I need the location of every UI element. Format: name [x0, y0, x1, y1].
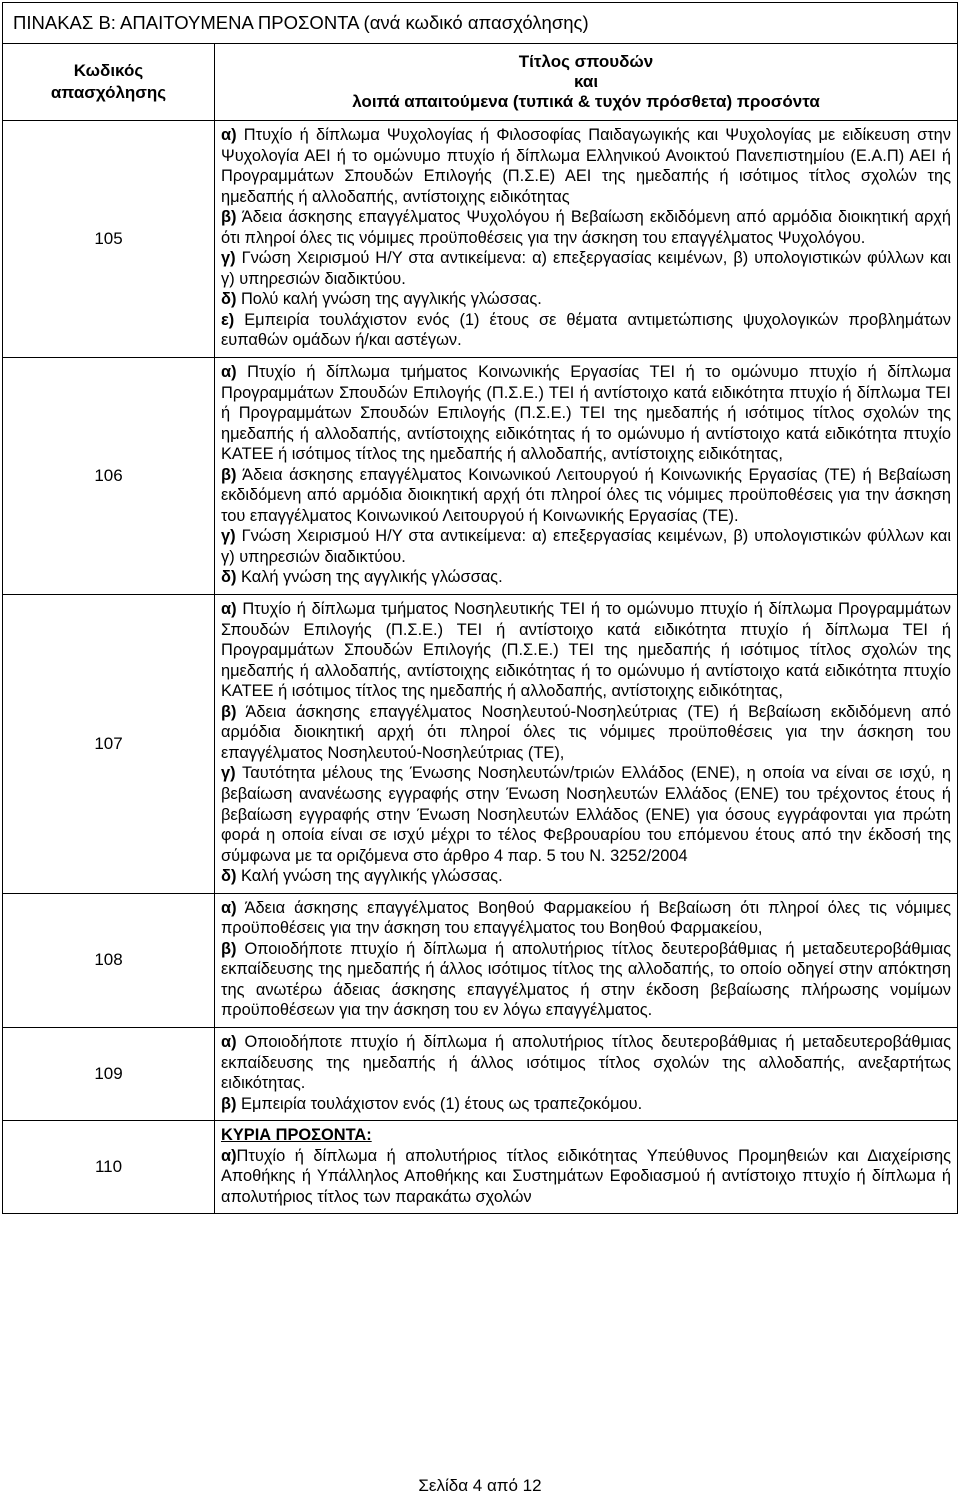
requirement-text: Άδεια άσκησης επαγγέλματος Κοινωνικού Λειτουργού ή Κοινωνικής Εργασίας (ΤΕ) ή Βεβαίωση εκδιδόμενη από αρμόδια διοικητική αρχή ότι πληροί όλες τις νόμιμες προϋποθέσεις για την άσκηση του επαγγέλματος Κοινωνικού Λειτουργού ή Κοινωνικής Εργασίας (ΤΕ). — [221, 465, 951, 525]
requirement-text: Πτυχίο ή δίπλωμα τμήματος Νοσηλευτικής ΤΕΙ ή το ομώνυμο πτυχίο ή δίπλωμα Προγραμμάτων Σπουδών Επιλογής (Π.Σ.Ε.) ΤΕΙ ή αντίστοιχο κατά ειδικότητα πτυχίο ή δίπλωμα ΤΕΙ ή Προγραμμάτων Σπουδών Επιλογής (Π.Σ.Ε.) ΤΕΙ της ημεδαπής ή ισότιμος τίτλος σχολών της ημεδαπής ή αλλοδαπής, αντίστοιχης ειδικότητας ή το ομώνυμο ή αντίστοιχο κατά ειδικότητα πτυχίο ΚΑΤΕΕ ή ισότιμος τίτλος της ημεδαπής ή αλλοδαπής, αντίστοιχης ειδικότητας, — [221, 600, 951, 701]
header-code-cell — [3, 44, 215, 121]
requirement-text: Καλή γνώση της αγγλικής γλώσσας. — [236, 867, 503, 886]
requirement-text: Άδεια άσκησης επαγγέλματος Βοηθού Φαρμακείου ή Βεβαίωση ότι πληροί όλες τις νόμιμες προϋποθέσεις για την άσκηση του επαγγέλματος του Βοηθού Φαρμακείου, — [221, 898, 951, 938]
requirement-item — [221, 939, 951, 1021]
job-code-cell: 110 — [3, 1121, 215, 1214]
requirement-label: α) — [221, 1032, 237, 1051]
table-row — [3, 1027, 958, 1120]
requirement-text: Γνώση Χειρισμού Η/Υ στα αντικείμενα: α) επεξεργασίας κειμένων, β) υπολογιστικών φύλλων και γ) υπηρεσιών διαδικτύου. — [221, 527, 951, 566]
requirement-text: Πτυχίο ή δίπλωμα τμήματος Κοινωνικής Εργασίας ΤΕΙ ή το ομώνυμο πτυχίο ή δίπλωμα Προγραμμάτων Σπουδών Επιλογής (Π.Σ.Ε.) ΤΕΙ ή αντίστοιχο κατά ειδικότητα πτυχίο ή δίπλωμα ΤΕΙ ή Προγραμμάτων Σπουδών Επιλογής (Π.Σ.Ε.) ΤΕΙ της ημεδαπής ή ισότιμος τίτλος σχολών της ημεδαπής ή αλλοδαπής, αντίστοιχης ειδικότητας ή το ομώνυμο ή αντίστοιχο κατά ειδικότητα πτυχίο ΚΑΤΕΕ ή ισότιμος τίτλος της ημεδαπής ή αλλοδαπής, αντίστοιχης ειδικότητας, — [221, 363, 951, 464]
requirement-item — [221, 207, 951, 248]
requirement-label: β) — [221, 208, 237, 227]
requirement-text: Εμπειρία τουλάχιστον ενός (1) έτους σε θέματα αντιμετώπισης ψυχολογικών προβλημάτων ευπαθών ομάδων ή/και αστέγων. — [221, 310, 951, 350]
table-row — [3, 893, 958, 1027]
header-title-cell — [215, 44, 958, 121]
requirement-label: β) — [221, 465, 237, 484]
requirements-cell — [215, 893, 958, 1027]
requirement-item — [221, 866, 951, 887]
requirement-item — [221, 898, 951, 939]
requirement-item — [221, 1094, 951, 1115]
requirements-table — [2, 2, 958, 1214]
requirement-label: α) — [221, 1146, 237, 1165]
requirement-text: Πτυχίο ή δίπλωμα ή απολυτήριος τίτλος ειδικότητας Υπεύθυνος Προμηθειών και Διαχείρισης Αποθήκης ή Υπάλληλος Αποθήκης και Συστημάτων Εφοδιασμού ή αντίστοιχο πτυχίο ή δίπλωμα ή απολυτήριος τίτλος των παρακάτω σχολών — [221, 1146, 951, 1206]
table-title: ΠΙΝΑΚΑΣ Β: ΑΠΑΙΤΟΥΜΕΝΑ ΠΡΟΣΟΝΤΑ (ανά κωδικό απασχόλησης) — [3, 3, 958, 44]
requirement-text: Οποιοδήποτε πτυχίο ή δίπλωμα ή απολυτήριος τίτλος δευτεροβάθμιας ή μεταδευτεροβάθμιας εκπαίδευσης της ημεδαπής ή άλλος ισότιμος τίτλος της αλλοδαπής, το οποίο οδηγεί στην απόκτηση της ανωτέρω άδειας άσκησης επαγγέλματος ή στην έκδοση βεβαίωσης πλήρωσης νομίμων προϋποθέσεων για την άσκηση του εν λόγω επαγγέλματος. — [221, 939, 951, 1020]
main-qualifications-heading: ΚΥΡΙΑ ΠΡΟΣΟΝΤΑ: — [221, 1126, 372, 1145]
requirement-item — [221, 526, 951, 567]
requirements-cell — [215, 358, 958, 595]
requirement-label: α) — [221, 363, 237, 382]
requirement-label: δ) — [221, 568, 237, 587]
requirement-label: β) — [221, 702, 237, 721]
requirement-label: α) — [221, 126, 237, 144]
requirements-cell — [215, 1027, 958, 1120]
requirement-item — [221, 567, 951, 588]
requirement-label: ε) — [221, 310, 235, 329]
page-footer: Σελίδα 4 από 12 — [418, 1476, 542, 1495]
requirement-label: α) — [221, 898, 237, 917]
requirement-text: Γνώση Χειρισμού Η/Υ στα αντικείμενα: α) επεξεργασίας κειμένων, β) υπολογιστικών φύλλων και γ) υπηρεσιών διαδικτύου. — [221, 249, 951, 288]
requirement-text: Πολύ καλή γνώση της αγγλικής γλώσσας. — [236, 290, 542, 309]
requirement-item — [221, 763, 951, 866]
job-code-cell: 109 — [3, 1027, 215, 1120]
requirement-label: α) — [221, 600, 237, 619]
requirement-item — [221, 310, 951, 351]
header-code-line2: απασχόλησης — [50, 83, 167, 102]
requirement-label: δ) — [221, 867, 237, 886]
requirement-item — [221, 465, 951, 527]
requirement-text: Πτυχίο ή δίπλωμα Ψυχολογίας ή Φιλοσοφίας Παιδαγωγικής και Ψυχολογίας με ειδίκευση στην Ψυχολογία ΑΕΙ ή το ομώνυμο πτυχίο ή δίπλωμα Ελληνικού Ανοικτού Πανεπιστημίου (Ε.Α.Π) ΑΕΙ ή Προγραμμάτων Σπουδών Επιλογής (Π.Σ.Ε) ΑΕΙ της ημεδαπής ή ισότιμος τίτλος σχολών της ημεδαπής ή αλλοδαπής, αντίστοιχης ειδικότητας — [221, 126, 951, 206]
requirement-text: Άδεια άσκησης επαγγέλματος Νοσηλευτού-Νοσηλεύτριας (ΤΕ) ή Βεβαίωση εκδιδόμενη από αρμόδια διοικητική αρχή ότι πληροί όλες τις νόμιμες προϋποθέσεις για την άσκηση του επαγγέλματος Νοσηλευτού-Νοσηλεύτριας (ΤΕ), — [221, 702, 951, 762]
requirement-text: Άδεια άσκησης επαγγέλματος Ψυχολόγου ή Βεβαίωση εκδιδόμενη από αρμόδια διοικητική αρχή ότι πληροί όλες τις νόμιμες προϋποθέσεις για την άσκηση του επαγγέλματος Ψυχολόγου. — [221, 208, 951, 247]
requirement-item — [221, 702, 951, 764]
table-body — [3, 121, 958, 1214]
job-code-cell: 107 — [3, 595, 215, 894]
table-row — [3, 121, 958, 358]
requirement-text: Οποιοδήποτε πτυχίο ή δίπλωμα ή απολυτήριος τίτλος δευτεροβάθμιας ή μεταδευτεροβάθμιας εκπαίδευσης της ημεδαπής ή άλλος ισότιμος τίτλος σχολών της αλλοδαπής, ανεξαρτήτως ειδικότητας. — [221, 1032, 951, 1093]
job-code-cell: 105 — [3, 121, 215, 358]
requirement-label: β) — [221, 939, 237, 958]
requirement-item — [221, 599, 951, 702]
job-code-cell: 108 — [3, 893, 215, 1027]
header-title-line2: και — [573, 72, 599, 91]
requirement-item — [221, 1032, 951, 1094]
requirement-label: δ) — [221, 290, 237, 309]
requirement-label: γ) — [221, 249, 236, 268]
requirements-cell — [215, 121, 958, 358]
table-row — [3, 595, 958, 894]
requirements-cell — [215, 595, 958, 894]
requirement-item — [221, 248, 951, 289]
requirement-text: Εμπειρία τουλάχιστον ενός (1) έτους ως τραπεζοκόμου. — [236, 1094, 643, 1113]
requirement-text: Καλή γνώση της αγγλικής γλώσσας. — [236, 568, 503, 587]
table-header-row — [3, 44, 958, 121]
requirements-cell — [215, 1121, 958, 1214]
requirement-label: γ) — [221, 527, 236, 546]
table-row — [3, 1121, 958, 1214]
requirement-item — [221, 289, 951, 310]
header-code-line1: Κωδικός — [73, 61, 144, 80]
header-title-line3: λοιπά απαιτούμενα (τυπικά & τυχόν πρόσθετα) προσόντα — [352, 92, 820, 111]
requirement-text: Ταυτότητα μέλους της Ένωσης Νοσηλευτών/τριών Ελλάδος (ΕΝΕ), η οποία να είναι σε ισχύ, η βεβαίωση ανανέωσης εγγραφής στην Ένωση Νοσηλευτών Ελλάδος (ΕΝΕ) του τρέχοντος έτους ή βεβαίωση εγγραφής στην Ένωση Νοσηλευτών Ελλάδος (ΕΝΕ) για όσους εγγράφονται για πρώτη φορά η οποία είναι σε ισχύ μέχρι το τέλος Φεβρουαρίου του επόμενου έτους από την έκδοσή της σύμφωνα με τα οριζόμενα στο άρθρο 4 παρ. 5 του Ν. 3252/2004 — [221, 764, 951, 865]
requirement-label: β) — [221, 1094, 237, 1113]
header-title-line1: Τίτλος σπουδών — [518, 52, 654, 71]
requirement-item — [221, 1146, 951, 1208]
requirement-item — [221, 362, 951, 465]
job-code-cell: 106 — [3, 358, 215, 595]
requirement-label: γ) — [221, 764, 236, 783]
table-title-row — [3, 3, 958, 44]
requirement-item — [221, 125, 951, 207]
table-row — [3, 358, 958, 595]
